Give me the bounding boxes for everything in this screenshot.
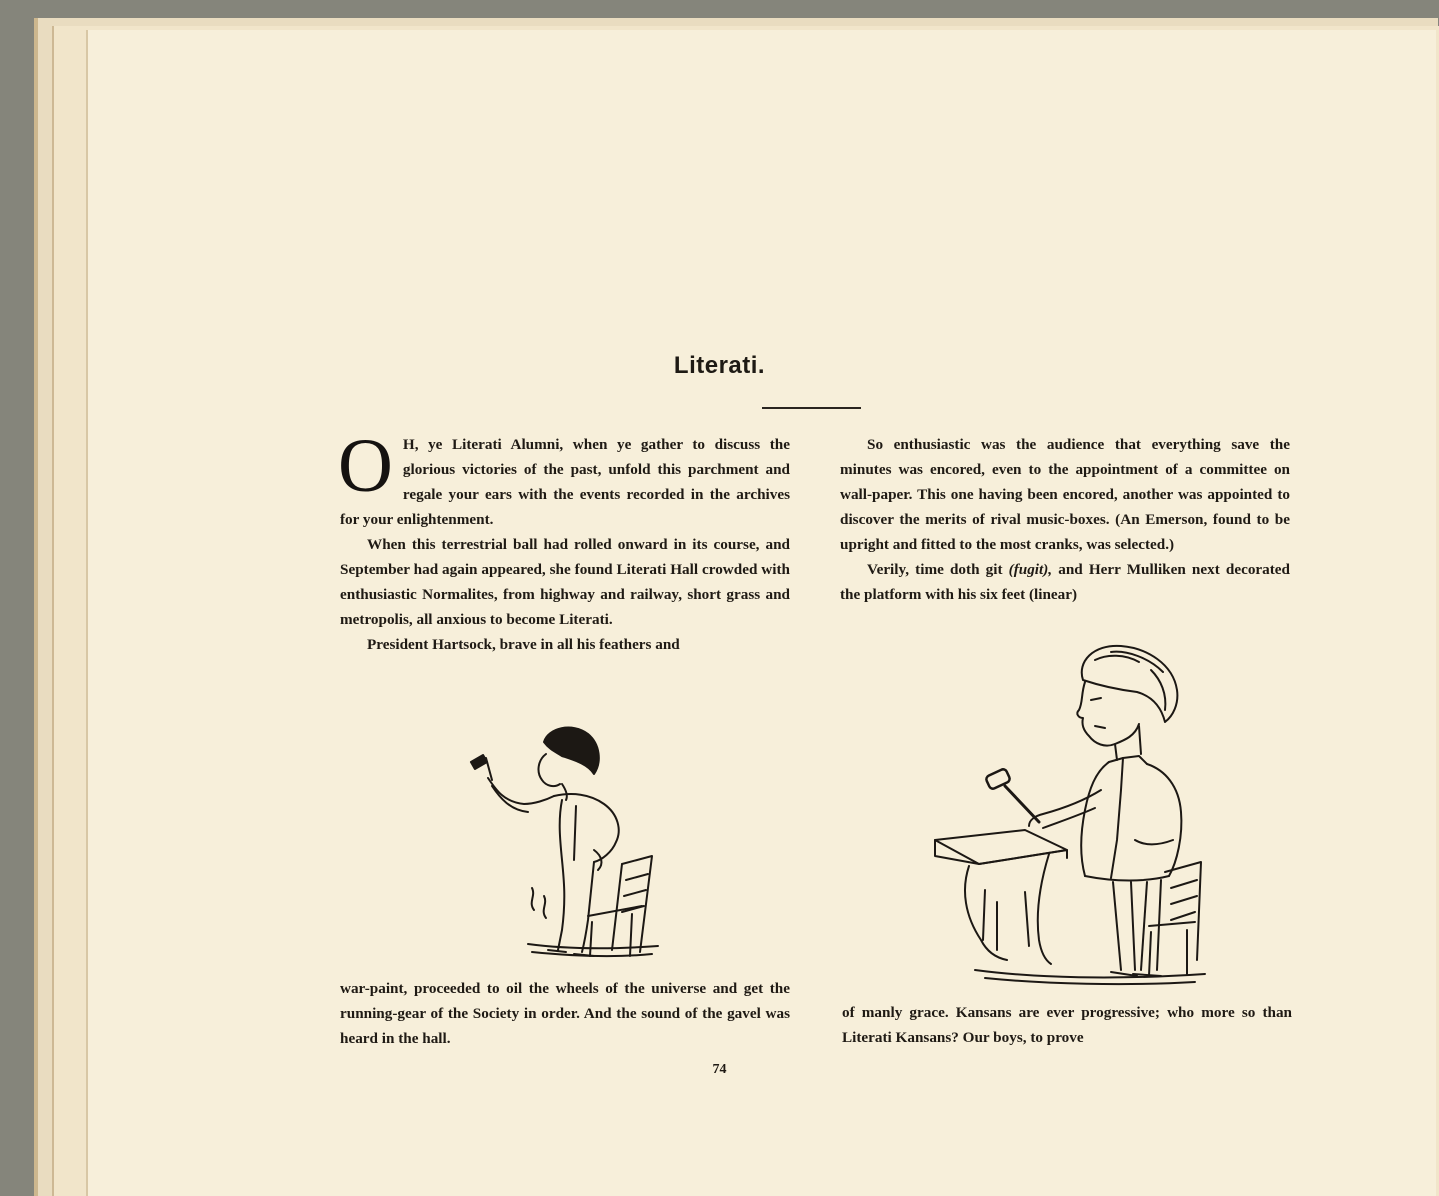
paragraph-1-text: H, ye Literati Alumni, when ye gather to discuss the glorious victories of the past, unfold this parchment and regale your ears with the events recorded in the archives for your enlightenment. [340,436,790,528]
paragraph-6 [840,557,1290,607]
fugit-italic: (fugit), [1008,561,1053,578]
page-title: Literati. [673,352,766,379]
paragraph-6-text-b: and Herr Mulliken next decorated the platform with his six feet (linear) [840,561,1290,603]
lectern-man-illustration [925,640,1215,990]
paragraph-1 [338,424,790,532]
drop-cap: O [338,424,393,508]
paragraph-5: So enthusiastic was the audience that everything save the minutes was encored, even to the appointment of a committee on wall-paper. This one having been encored, another was appointed to discover the merits of rival music-boxes. (An Emerson, found to be upright and fitted to the most cranks, was selected.) [840,436,1290,553]
page-number: 74 [712,1062,727,1077]
paragraph-6-text-a: Verily, time doth git [867,561,1009,578]
paragraph-4: war-paint, proceeded to oil the wheels of the universe and get the running-gear of the Society in order. And the sound of the gavel was heard in the hall. [340,980,790,1047]
left-column-top [338,424,790,657]
gavel-man-illustration [462,720,672,965]
paragraph-3: President Hartsock, brave in all his feathers and [367,636,680,653]
paragraph-7: of manly grace. Kansans are ever progressive; who more so than Literati Kansans? Our boys, to prove [842,1004,1292,1046]
left-column-bottom [340,976,790,1051]
title-rule [762,407,861,409]
paragraph-2: When this terrestrial ball had rolled onward in its course, and September had again appeared, she found Literati Hall crowded with enthusiastic Normalites, from highway and railway, short grass and metropolis, all anxious to become Literati. [340,536,790,628]
right-column-bottom [842,1000,1292,1050]
right-column-top [840,432,1290,607]
